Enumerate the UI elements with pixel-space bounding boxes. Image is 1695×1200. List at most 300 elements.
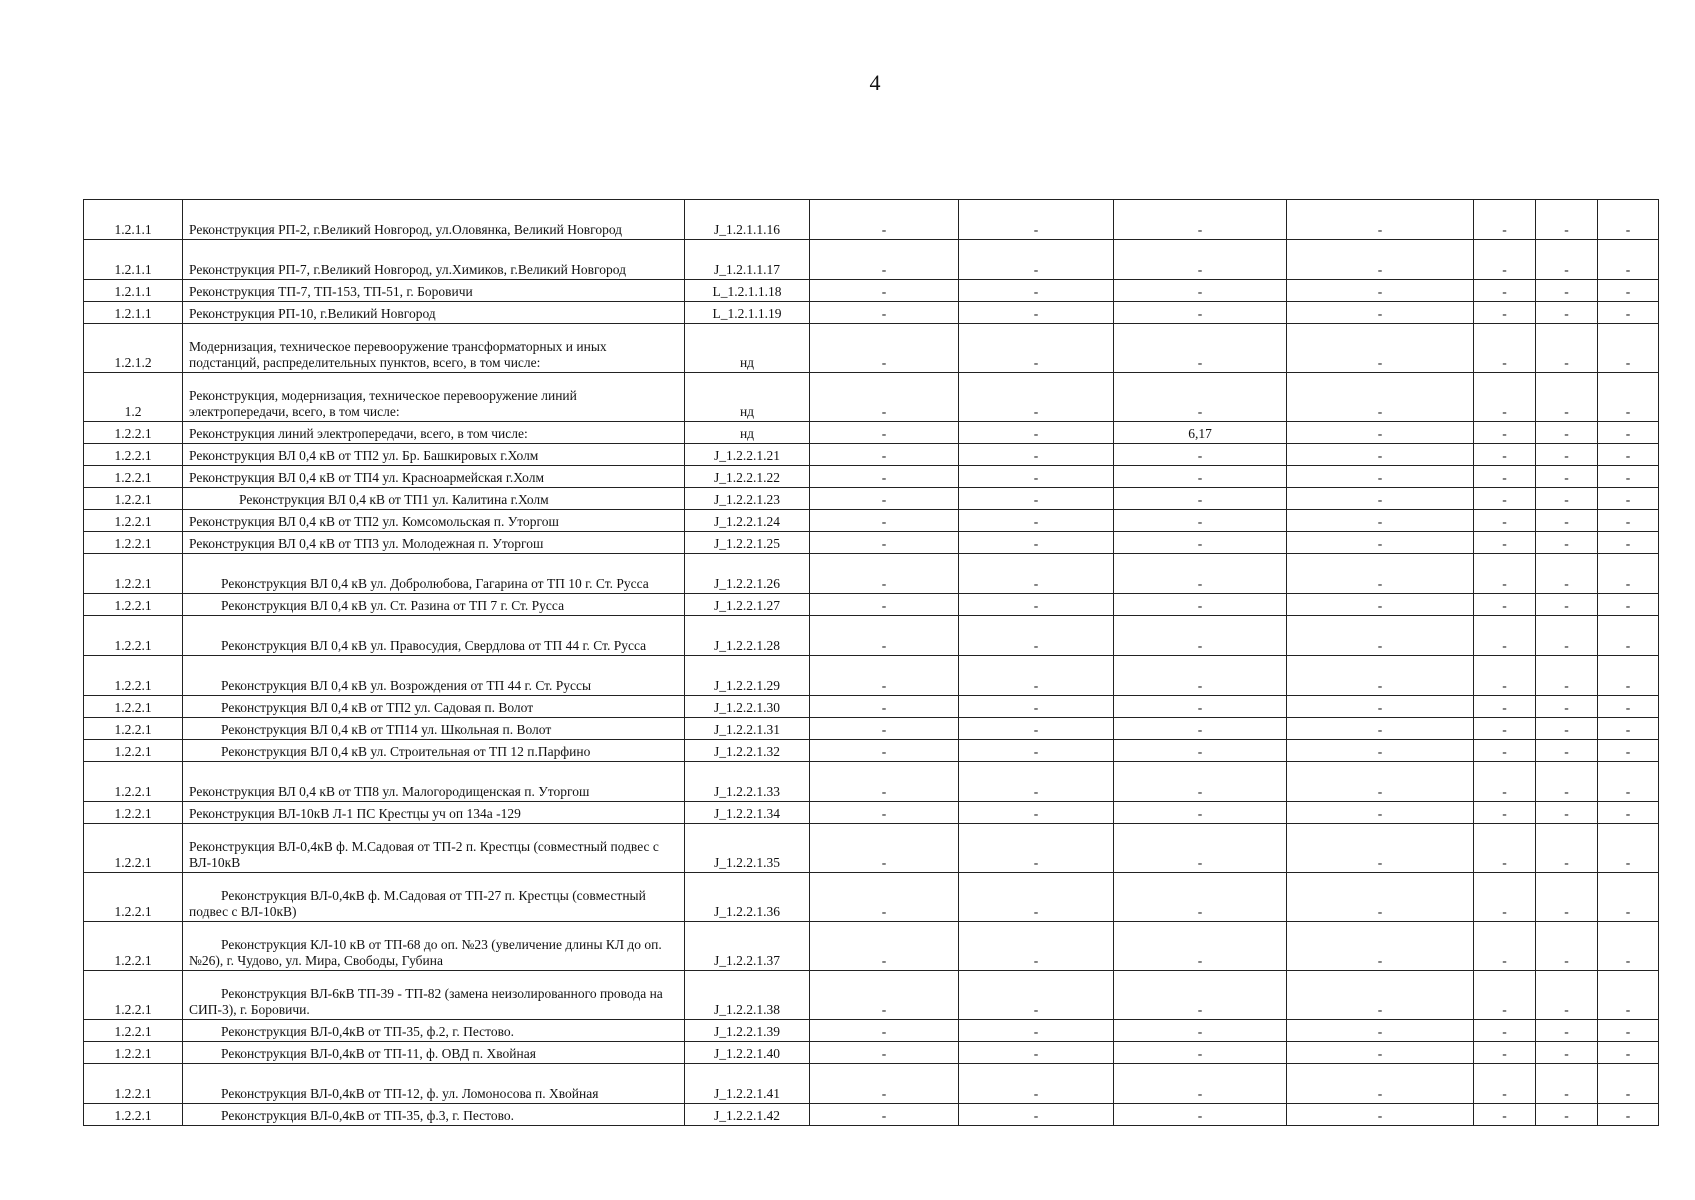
value-cell: - [810, 762, 959, 802]
value-cell: - [1114, 971, 1287, 1020]
project-code-cell: J_1.2.1.1.16 [685, 200, 810, 240]
project-code-cell: J_1.2.2.1.32 [685, 740, 810, 762]
table-row [84, 824, 1659, 873]
value-cell: - [1114, 488, 1287, 510]
value-cell: - [1114, 922, 1287, 971]
value-cell: - [1536, 1042, 1598, 1064]
value-cell: - [1287, 594, 1474, 616]
value-cell: - [1598, 488, 1659, 510]
project-code-cell: J_1.2.2.1.21 [685, 444, 810, 466]
value-cell: - [959, 532, 1114, 554]
project-name-cell: Реконструкция ВЛ 0,4 кВ ул. Правосудия, Свердлова от ТП 44 г. Ст. Русса [183, 616, 685, 656]
table-row [84, 240, 1659, 280]
project-name-cell: Реконструкция ВЛ-0,4кВ ф. М.Садовая от ТП-27 п. Крестцы (совместный подвес с ВЛ-10кВ) [183, 873, 685, 922]
row-number-cell: 1.2.2.1 [84, 922, 183, 971]
value-cell: - [810, 873, 959, 922]
value-cell: - [810, 718, 959, 740]
value-cell: - [1598, 802, 1659, 824]
value-cell: - [1287, 616, 1474, 656]
value-cell: - [1474, 824, 1536, 873]
project-name-cell: Реконструкция ВЛ 0,4 кВ от ТП1 ул. Калитина г.Холм [183, 488, 685, 510]
project-name-cell: Модернизация, техническое перевооружение трансформаторных и иных подстанций, распределительных пунктов, всего, в том числе: [183, 324, 685, 373]
value-cell: - [1287, 718, 1474, 740]
value-cell: - [1536, 373, 1598, 422]
value-cell: - [1474, 444, 1536, 466]
value-cell: - [959, 1104, 1114, 1126]
table-row [84, 656, 1659, 696]
value-cell: - [1287, 444, 1474, 466]
value-cell: - [1598, 466, 1659, 488]
value-cell: - [1474, 1042, 1536, 1064]
value-cell: - [1536, 824, 1598, 873]
table-row [84, 510, 1659, 532]
value-cell: - [1536, 740, 1598, 762]
value-cell: - [1536, 971, 1598, 1020]
value-cell: - [959, 240, 1114, 280]
value-cell: - [959, 873, 1114, 922]
value-cell: - [1114, 200, 1287, 240]
project-name-cell: Реконструкция ВЛ-6кВ ТП-39 - ТП-82 (замена неизолированного провода на СИП-3), г. Боровичи. [183, 971, 685, 1020]
value-cell: - [1474, 510, 1536, 532]
table-row [84, 324, 1659, 373]
row-number-cell: 1.2.2.1 [84, 532, 183, 554]
value-cell: - [1536, 280, 1598, 302]
row-number-cell: 1.2.1.1 [84, 302, 183, 324]
table-body [84, 200, 1659, 1126]
value-cell: - [810, 616, 959, 656]
value-cell: - [810, 554, 959, 594]
value-cell: - [959, 718, 1114, 740]
project-name-cell: Реконструкция ВЛ-0,4кВ от ТП-35, ф.2, г. Пестово. [183, 1020, 685, 1042]
value-cell: - [1287, 762, 1474, 802]
value-cell: - [1474, 532, 1536, 554]
project-code-cell: J_1.2.2.1.35 [685, 824, 810, 873]
value-cell: - [959, 280, 1114, 302]
value-cell: - [1287, 510, 1474, 532]
value-cell: - [810, 922, 959, 971]
table-row [84, 302, 1659, 324]
value-cell: - [1598, 824, 1659, 873]
table-row [84, 200, 1659, 240]
value-cell: - [810, 532, 959, 554]
value-cell: - [1287, 200, 1474, 240]
value-cell: - [1114, 510, 1287, 532]
value-cell: - [1114, 696, 1287, 718]
table-row [84, 280, 1659, 302]
value-cell: - [1598, 616, 1659, 656]
value-cell: - [959, 971, 1114, 1020]
value-cell: - [810, 696, 959, 718]
value-cell: - [1598, 594, 1659, 616]
value-cell: - [1474, 740, 1536, 762]
value-cell: - [810, 824, 959, 873]
value-cell: - [1287, 802, 1474, 824]
value-cell: - [1536, 532, 1598, 554]
value-cell: - [1536, 510, 1598, 532]
value-cell: - [1536, 554, 1598, 594]
value-cell: - [959, 200, 1114, 240]
value-cell: - [1114, 656, 1287, 696]
project-name-cell: Реконструкция КЛ-10 кВ от ТП-68 до оп. №23 (увеличение длины КЛ до оп. №26), г. Чудово, ул. Мира, Свободы, Губина [183, 922, 685, 971]
value-cell: - [1598, 532, 1659, 554]
value-cell: - [1474, 594, 1536, 616]
value-cell: - [1598, 554, 1659, 594]
project-name-cell: Реконструкция ВЛ 0,4 кВ от ТП2 ул. Бр. Башкировых г.Холм [183, 444, 685, 466]
value-cell: - [1287, 656, 1474, 696]
project-code-cell: J_1.2.2.1.30 [685, 696, 810, 718]
value-cell: - [1536, 873, 1598, 922]
value-cell: - [1114, 718, 1287, 740]
page-number: 4 [869, 70, 881, 95]
value-cell: - [1287, 280, 1474, 302]
row-number-cell: 1.2.2.1 [84, 656, 183, 696]
project-code-cell: нд [685, 422, 810, 444]
value-cell: - [1114, 1020, 1287, 1042]
value-cell: - [1114, 324, 1287, 373]
value-cell: - [1536, 422, 1598, 444]
value-cell: - [1598, 1042, 1659, 1064]
value-cell: - [1474, 922, 1536, 971]
value-cell: - [959, 802, 1114, 824]
value-cell: - [1287, 1020, 1474, 1042]
value-cell: - [1536, 594, 1598, 616]
value-cell: - [810, 594, 959, 616]
project-name-cell: Реконструкция ВЛ 0,4 кВ от ТП2 ул. Садовая п. Волот [183, 696, 685, 718]
value-cell: - [1598, 696, 1659, 718]
table-row [84, 1064, 1659, 1104]
value-cell: - [810, 302, 959, 324]
value-cell: - [1474, 656, 1536, 696]
table-row [84, 373, 1659, 422]
row-number-cell: 1.2 [84, 373, 183, 422]
value-cell: - [959, 762, 1114, 802]
value-cell: - [1598, 873, 1659, 922]
project-code-cell: L_1.2.1.1.18 [685, 280, 810, 302]
value-cell: - [1287, 422, 1474, 444]
value-cell: - [1474, 280, 1536, 302]
value-cell: - [1114, 762, 1287, 802]
value-cell: - [1536, 656, 1598, 696]
project-name-cell: Реконструкция ВЛ 0,4 кВ от ТП14 ул. Школьная п. Волот [183, 718, 685, 740]
project-code-cell: J_1.2.2.1.26 [685, 554, 810, 594]
value-cell: - [1536, 922, 1598, 971]
project-name-cell: Реконструкция ВЛ 0,4 кВ от ТП8 ул. Малогородищенская п. Уторгош [183, 762, 685, 802]
project-name-cell: Реконструкция ВЛ 0,4 кВ от ТП2 ул. Комсомольская п. Уторгош [183, 510, 685, 532]
table-row [84, 1042, 1659, 1064]
project-code-cell: J_1.2.2.1.41 [685, 1064, 810, 1104]
project-code-cell: J_1.2.2.1.37 [685, 922, 810, 971]
value-cell: - [1474, 200, 1536, 240]
project-code-cell: J_1.2.2.1.28 [685, 616, 810, 656]
value-cell: - [1474, 302, 1536, 324]
value-cell: - [1287, 696, 1474, 718]
table-row [84, 422, 1659, 444]
value-cell: - [1598, 922, 1659, 971]
value-cell: - [810, 1020, 959, 1042]
value-cell: - [810, 280, 959, 302]
project-code-cell: J_1.2.2.1.24 [685, 510, 810, 532]
project-name-cell: Реконструкция ВЛ 0,4 кВ ул. Ст. Разина от ТП 7 г. Ст. Русса [183, 594, 685, 616]
table-row [84, 762, 1659, 802]
value-cell: - [1474, 718, 1536, 740]
value-cell: - [1598, 373, 1659, 422]
row-number-cell: 1.2.1.1 [84, 200, 183, 240]
value-cell: - [1536, 616, 1598, 656]
row-number-cell: 1.2.1.2 [84, 324, 183, 373]
row-number-cell: 1.2.2.1 [84, 1042, 183, 1064]
value-cell: - [1287, 532, 1474, 554]
project-code-cell: J_1.2.2.1.38 [685, 971, 810, 1020]
project-name-cell: Реконструкция ВЛ 0,4 кВ ул. Строительная от ТП 12 п.Парфино [183, 740, 685, 762]
value-cell: - [959, 466, 1114, 488]
project-name-cell: Реконструкция ВЛ 0,4 кВ ул. Возрождения от ТП 44 г. Ст. Руссы [183, 656, 685, 696]
value-cell: - [1114, 873, 1287, 922]
value-cell: - [1287, 873, 1474, 922]
project-name-cell: Реконструкция ВЛ-10кВ Л-1 ПС Крестцы уч оп 134а -129 [183, 802, 685, 824]
project-code-cell: J_1.2.2.1.33 [685, 762, 810, 802]
project-name-cell: Реконструкция РП-10, г.Великий Новгород [183, 302, 685, 324]
project-code-cell: J_1.2.2.1.23 [685, 488, 810, 510]
value-cell: - [1598, 510, 1659, 532]
project-name-cell: Реконструкция ВЛ-0,4кВ от ТП-35, ф.3, г. Пестово. [183, 1104, 685, 1126]
value-cell: - [1114, 302, 1287, 324]
table-row [84, 873, 1659, 922]
value-cell: - [1474, 616, 1536, 656]
project-name-cell: Реконструкция, модернизация, техническое перевооружение линий электропередачи, всего, в том числе: [183, 373, 685, 422]
project-code-cell: J_1.2.2.1.34 [685, 802, 810, 824]
value-cell: - [959, 444, 1114, 466]
value-cell: - [1598, 1064, 1659, 1104]
project-name-cell: Реконструкция ТП-7, ТП-153, ТП-51, г. Боровичи [183, 280, 685, 302]
value-cell: - [1287, 1104, 1474, 1126]
value-cell: - [1474, 802, 1536, 824]
value-cell: - [1474, 873, 1536, 922]
value-cell: - [1287, 302, 1474, 324]
value-cell: - [1287, 554, 1474, 594]
value-cell: - [959, 324, 1114, 373]
value-cell: - [1114, 280, 1287, 302]
value-cell: - [810, 1042, 959, 1064]
project-name-cell: Реконструкция ВЛ-0,4кВ ф. М.Садовая от ТП-2 п. Крестцы (совместный подвес с ВЛ-10кВ [183, 824, 685, 873]
value-cell: - [1287, 740, 1474, 762]
value-cell: - [810, 466, 959, 488]
value-cell: - [959, 696, 1114, 718]
project-name-cell: Реконструкция ВЛ 0,4 кВ от ТП3 ул. Молодежная п. Уторгош [183, 532, 685, 554]
value-cell: - [810, 1064, 959, 1104]
value-cell: - [1598, 324, 1659, 373]
project-code-cell: J_1.2.2.1.25 [685, 532, 810, 554]
value-cell: - [1474, 422, 1536, 444]
value-cell: - [1474, 1064, 1536, 1104]
row-number-cell: 1.2.2.1 [84, 510, 183, 532]
table-row [84, 718, 1659, 740]
value-cell: - [1287, 324, 1474, 373]
table-row [84, 802, 1659, 824]
row-number-cell: 1.2.2.1 [84, 762, 183, 802]
value-cell: - [1536, 696, 1598, 718]
row-number-cell: 1.2.2.1 [84, 873, 183, 922]
value-cell: - [1598, 1020, 1659, 1042]
value-cell: - [959, 824, 1114, 873]
value-cell: - [1536, 240, 1598, 280]
row-number-cell: 1.2.2.1 [84, 1064, 183, 1104]
table-row [84, 696, 1659, 718]
investment-table [83, 199, 1659, 1126]
value-cell: - [1474, 1104, 1536, 1126]
table-row [84, 488, 1659, 510]
project-code-cell: J_1.2.2.1.29 [685, 656, 810, 696]
value-cell: - [1598, 971, 1659, 1020]
value-cell: - [1474, 488, 1536, 510]
value-cell: - [1114, 1104, 1287, 1126]
value-cell: - [1598, 280, 1659, 302]
project-name-cell: Реконструкция РП-7, г.Великий Новгород, ул.Химиков, г.Великий Новгород [183, 240, 685, 280]
project-name-cell: Реконструкция РП-2, г.Великий Новгород, ул.Оловянка, Великий Новгород [183, 200, 685, 240]
value-cell: - [1287, 488, 1474, 510]
value-cell: - [1536, 1020, 1598, 1042]
project-code-cell: J_1.2.2.1.42 [685, 1104, 810, 1126]
value-cell: - [1598, 762, 1659, 802]
project-code-cell: J_1.2.2.1.31 [685, 718, 810, 740]
value-cell: - [1114, 1064, 1287, 1104]
value-cell: - [1114, 594, 1287, 616]
value-cell: - [1536, 1064, 1598, 1104]
row-number-cell: 1.2.2.1 [84, 971, 183, 1020]
value-cell: - [810, 510, 959, 532]
project-code-cell: J_1.2.2.1.27 [685, 594, 810, 616]
value-cell: - [810, 488, 959, 510]
row-number-cell: 1.2.2.1 [84, 1104, 183, 1126]
value-cell: - [959, 1042, 1114, 1064]
value-cell: 6,17 [1114, 422, 1287, 444]
value-cell: - [1474, 762, 1536, 802]
row-number-cell: 1.2.1.1 [84, 280, 183, 302]
value-cell: - [1598, 1104, 1659, 1126]
value-cell: - [1536, 718, 1598, 740]
value-cell: - [810, 1104, 959, 1126]
value-cell: - [1536, 762, 1598, 802]
value-cell: - [1598, 740, 1659, 762]
value-cell: - [1474, 554, 1536, 594]
value-cell: - [1287, 1064, 1474, 1104]
value-cell: - [959, 302, 1114, 324]
value-cell: - [1536, 466, 1598, 488]
value-cell: - [959, 554, 1114, 594]
table-row [84, 1020, 1659, 1042]
value-cell: - [810, 740, 959, 762]
project-name-cell: Реконструкция ВЛ 0,4 кВ от ТП4 ул. Красноармейская г.Холм [183, 466, 685, 488]
row-number-cell: 1.2.2.1 [84, 718, 183, 740]
project-code-cell: L_1.2.1.1.19 [685, 302, 810, 324]
value-cell: - [1474, 324, 1536, 373]
row-number-cell: 1.2.2.1 [84, 616, 183, 656]
value-cell: - [810, 802, 959, 824]
table-row [84, 594, 1659, 616]
value-cell: - [1114, 373, 1287, 422]
value-cell: - [1598, 200, 1659, 240]
value-cell: - [1598, 422, 1659, 444]
row-number-cell: 1.2.2.1 [84, 824, 183, 873]
table-row [84, 532, 1659, 554]
project-name-cell: Реконструкция линий электропередачи, всего, в том числе: [183, 422, 685, 444]
table-row [84, 971, 1659, 1020]
value-cell: - [1536, 488, 1598, 510]
value-cell: - [810, 444, 959, 466]
row-number-cell: 1.2.2.1 [84, 802, 183, 824]
row-number-cell: 1.2.2.1 [84, 466, 183, 488]
value-cell: - [1598, 656, 1659, 696]
value-cell: - [1287, 922, 1474, 971]
value-cell: - [959, 1064, 1114, 1104]
row-number-cell: 1.2.2.1 [84, 740, 183, 762]
table-row [84, 444, 1659, 466]
value-cell: - [1114, 466, 1287, 488]
value-cell: - [1474, 240, 1536, 280]
value-cell: - [1536, 200, 1598, 240]
value-cell: - [1114, 616, 1287, 656]
value-cell: - [959, 656, 1114, 696]
row-number-cell: 1.2.2.1 [84, 554, 183, 594]
project-name-cell: Реконструкция ВЛ 0,4 кВ ул. Добролюбова, Гагарина от ТП 10 г. Ст. Русса [183, 554, 685, 594]
value-cell: - [810, 656, 959, 696]
value-cell: - [1474, 696, 1536, 718]
value-cell: - [959, 1020, 1114, 1042]
value-cell: - [959, 616, 1114, 656]
value-cell: - [810, 200, 959, 240]
project-code-cell: нд [685, 324, 810, 373]
value-cell: - [959, 373, 1114, 422]
value-cell: - [1114, 532, 1287, 554]
value-cell: - [959, 740, 1114, 762]
value-cell: - [810, 324, 959, 373]
value-cell: - [1598, 240, 1659, 280]
value-cell: - [1287, 824, 1474, 873]
row-number-cell: 1.2.2.1 [84, 696, 183, 718]
value-cell: - [959, 422, 1114, 444]
value-cell: - [1536, 802, 1598, 824]
value-cell: - [1287, 1042, 1474, 1064]
value-cell: - [1114, 444, 1287, 466]
row-number-cell: 1.2.2.1 [84, 594, 183, 616]
value-cell: - [1474, 1020, 1536, 1042]
value-cell: - [959, 594, 1114, 616]
project-code-cell: J_1.2.2.1.40 [685, 1042, 810, 1064]
value-cell: - [1598, 302, 1659, 324]
project-code-cell: J_1.2.2.1.39 [685, 1020, 810, 1042]
project-code-cell: J_1.2.1.1.17 [685, 240, 810, 280]
value-cell: - [1474, 373, 1536, 422]
value-cell: - [959, 510, 1114, 532]
value-cell: - [1114, 824, 1287, 873]
value-cell: - [810, 422, 959, 444]
value-cell: - [1536, 1104, 1598, 1126]
row-number-cell: 1.2.2.1 [84, 422, 183, 444]
value-cell: - [1287, 373, 1474, 422]
project-name-cell: Реконструкция ВЛ-0,4кВ от ТП-12, ф. ул. Ломоносова п. Хвойная [183, 1064, 685, 1104]
project-code-cell: нд [685, 373, 810, 422]
project-name-cell: Реконструкция ВЛ-0,4кВ от ТП-11, ф. ОВД п. Хвойная [183, 1042, 685, 1064]
value-cell: - [1287, 971, 1474, 1020]
table-row [84, 466, 1659, 488]
value-cell: - [1598, 718, 1659, 740]
value-cell: - [1598, 444, 1659, 466]
value-cell: - [1474, 466, 1536, 488]
project-code-cell: J_1.2.2.1.36 [685, 873, 810, 922]
value-cell: - [959, 488, 1114, 510]
value-cell: - [810, 971, 959, 1020]
value-cell: - [1536, 324, 1598, 373]
row-number-cell: 1.2.2.1 [84, 1020, 183, 1042]
